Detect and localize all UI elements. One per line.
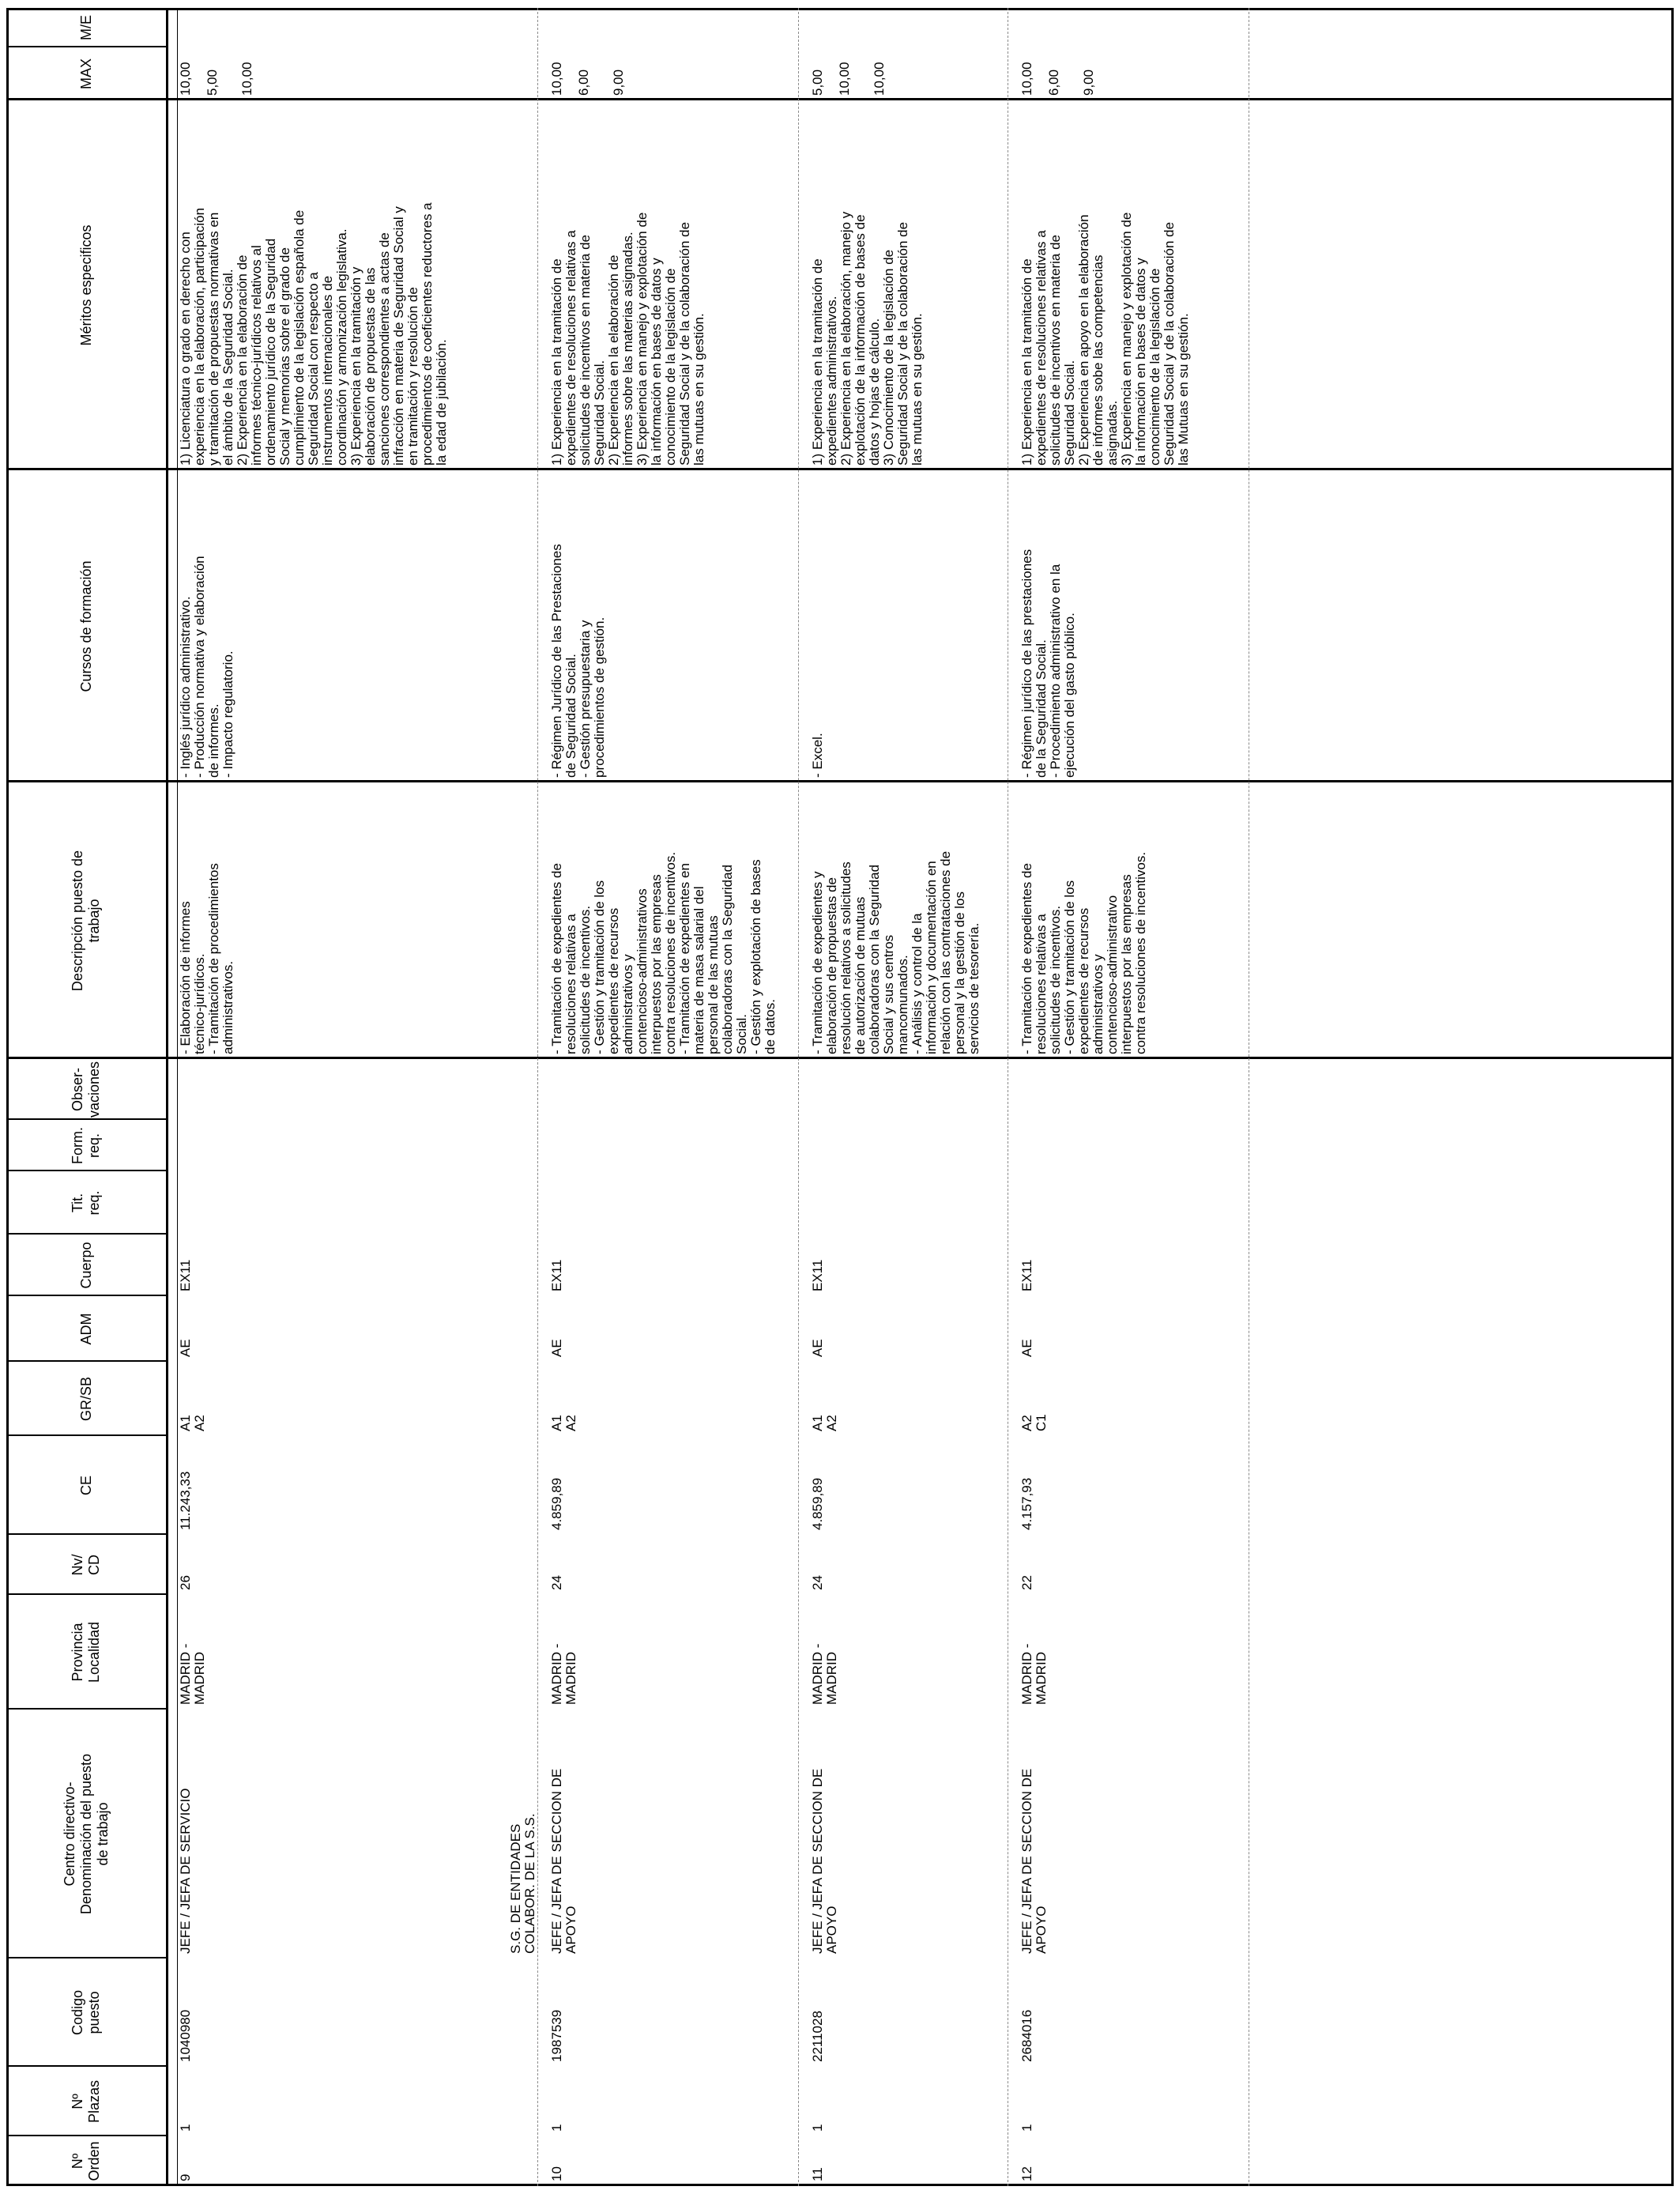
table-border-top (6, 8, 9, 2186)
row-11-codigo: 2211028 (810, 2011, 825, 2062)
row-12-ce: 4.157,93 (1019, 1477, 1034, 1530)
row-11-ce: 4.859,89 (810, 1477, 825, 1530)
header-formacion-label: Form. req. (70, 1127, 102, 1164)
header-observaciones-label: Obser- vaciones (70, 1061, 102, 1118)
row-12-plazas: 1 (1019, 2124, 1034, 2132)
header-grupo (11, 1362, 161, 1436)
row-10-provincia: MADRID - MADRID (549, 1643, 578, 1705)
header-provincia (11, 1595, 161, 1710)
row-10-descripcion: - Tramitación de expedientes de resoluciones relativas a solicitudes de incentivos. - Gestión y tramitación de los expedientes de recursos administrativos y contencioso-administrativos interpuestos por las empresas contra resoluciones de incentivos. - Tramitación de expedientes en materia de masa salarial del personal de las mutuas colaboradoras con la Seguridad Social. - Gestión y explotación de bases de datos. (549, 851, 778, 1054)
row-10-ce: 4.859,89 (549, 1477, 564, 1530)
row-10-adm: AE (549, 1339, 564, 1357)
header-cursos (11, 470, 161, 782)
header-adm-label: ADM (77, 1313, 94, 1345)
header-plazas (11, 2067, 161, 2136)
row-12-max-2: 6,00 (1046, 69, 1061, 96)
table-border-bottom (1671, 8, 1674, 2186)
header-orden-label: Nº Orden (70, 2141, 102, 2181)
header-descripcion-label: Descripción puesto de trabajo (70, 850, 102, 992)
row-12-nivel: 22 (1019, 1575, 1034, 1590)
header-nivel (11, 1535, 161, 1595)
row-10-cuerpo: EX11 (549, 1259, 564, 1291)
table-border-left (6, 2184, 1674, 2186)
row-12-provincia: MADRID - MADRID (1019, 1643, 1049, 1705)
row-11-max-2: 10,00 (837, 62, 852, 96)
header-orden (11, 2136, 161, 2186)
header-meritos (11, 100, 161, 470)
row-10-max-1: 10,00 (549, 62, 564, 96)
header-plazas-label: Nº Plazas (70, 2079, 102, 2124)
row-10-max-2: 6,00 (576, 69, 591, 96)
header-grupo-label: GR/SB (77, 1377, 94, 1422)
row-10-codigo: 1987539 (549, 2009, 564, 2062)
header-nivel-label: Nv/ CD (70, 1554, 102, 1576)
header-centro (11, 1710, 161, 1958)
row-9-meritos: 1) Licenciatura o grado en derecho con experiencia en la elaboración, participación y tramitación de propuestas normativas en el ámbito de la Seguridad Social. 2) Experiencia en la elaboración de informes técnico-jurídicos relativos al ordenamiento jurídico de la Seguridad Social y memorias sobre el grado de cumplimiento de la legislación española de Seguridad Social con respecto a instrumentos internacionales de coordinación y armonización legislativa. 3) Experiencia en la tramitación y elaboración de propuestas de las sanciones correspondientes a actas de infracción en materia de Seguridad Social y en tramitación y resolución de procedimientos de coeficientes reductores a la edad de jubilación. (178, 202, 449, 466)
row-9-nivel: 26 (178, 1575, 193, 1590)
header-formacion (11, 1120, 161, 1171)
row-12-adm: AE (1019, 1339, 1034, 1357)
row-12-cursos: - Régimen jurídico de las prestaciones de la Seguridad Social. - Procedimiento administrativo en la ejecución del gasto público. (1019, 548, 1077, 778)
header-cuerpo (11, 1235, 161, 1296)
row-9-provincia: MADRID - MADRID (178, 1643, 207, 1705)
row-11-nivel: 24 (810, 1575, 825, 1590)
header-adm (11, 1296, 161, 1362)
row-9-centro: JEFE / JEFA DE SERVICIO (178, 1788, 193, 1954)
row-11-cuerpo: EX11 (810, 1259, 825, 1291)
header-descripcion (11, 782, 161, 1059)
row-11-plazas: 1 (810, 2124, 825, 2132)
row-12-orden: 12 (1019, 2166, 1034, 2181)
row-12-descripcion: - Tramitación de expedientes de resoluciones relativas a solicitudes de incentivos. - Gestión y tramitación de los expedientes de recursos administrativos y contencioso-administrativo interpuestos por las empresas contra resoluciones de incentivos. (1019, 851, 1148, 1054)
row-12-max-3: 9,00 (1081, 69, 1096, 96)
row-10-meritos: 1) Experiencia en la tramitación de expedientes de resoluciones relativas a solicitudes de incentivos en materia de Seguridad Social. 2) Experiencia en la elaboración de informes sobre las materias asignadas. 3) Experiencia en manejo y explotación de la información en bases de datos y conocimiento de la legislación de Seguridad Social y de la colaboración de las mutuas en su gestión. (549, 212, 706, 466)
row-9-ce: 11.243,33 (178, 1471, 193, 1530)
header-separator (166, 8, 168, 2186)
row-separator (798, 8, 799, 2186)
header-codigo-label: Codigo puesto (70, 1989, 102, 2036)
row-9-max-3: 10,00 (239, 62, 254, 96)
row-9-codigo: 1040980 (178, 2009, 193, 2062)
row-separator (537, 8, 538, 2186)
header-provincia-label: Provincia Localidad (70, 1621, 102, 1683)
row-10-nivel: 24 (549, 1575, 564, 1590)
row-9-descripcion: - Elaboración de informes técnico-jurídicos. - Tramitación de procedimientos administrativos. (178, 863, 235, 1054)
row-12-centro: JEFE / JEFA DE SECCION DE APOYO (1019, 1768, 1049, 1954)
row-9-plazas: 1 (178, 2124, 193, 2132)
row-12-max-1: 10,00 (1019, 62, 1034, 96)
row-10-max-3: 9,00 (611, 69, 626, 96)
row-10-orden: 10 (549, 2166, 564, 2181)
row-11-adm: AE (810, 1339, 825, 1357)
header-titulacion (11, 1171, 161, 1235)
column-divider-full (6, 469, 1674, 471)
header-max-label: MAX (77, 58, 94, 90)
row-10-unit: S.G. DE ENTIDADES COLABOR. DE LA S.S. (508, 1813, 537, 1954)
row-11-meritos: 1) Experiencia en la tramitación de expedientes administrativos. 2) Experiencia en la elaboración, manejo y explotación de la información de bases de datos y hojas de cálculo. 3) Conocimiento de la legislación de Seguridad Social y de la colaboración de las mutuas en su gestión. (810, 211, 925, 466)
row-9-adm: AE (178, 1339, 193, 1357)
row-10-plazas: 1 (549, 2124, 564, 2132)
row-9-orden: 9 (178, 2173, 193, 2181)
row-9-cursos: - Inglés jurídico administrativo. - Producción normativa y elaboración de informes. - Impacto regulatorio. (178, 556, 235, 778)
row-11-max-3: 10,00 (872, 62, 887, 96)
header-ce-label: CE (77, 1476, 94, 1496)
header-me (11, 8, 161, 47)
row-11-descripcion: - Tramitación de expedientes y elaboración de propuestas de resolución relativos a solicitudes de autorización de mutuas colaboradoras con la Seguridad Social y sus centros mancomunados. - Análisis y control de la información y documentación en relación con las contrataciones de personal y la gestión de los servicios de tesorería. (810, 850, 981, 1054)
row-9-cuerpo: EX11 (178, 1259, 193, 1291)
row-11-cursos: - Excel. (810, 733, 825, 778)
row-10-cursos: - Régimen Jurídico de las Prestaciones de Seguridad Social. - Gestión presupuestaria y procedimientos de gestión. (549, 544, 607, 778)
header-me-label: M/E (77, 15, 94, 41)
row-12-meritos: 1) Experiencia en la tramitación de expedientes de resoluciones relativas a solicitudes de incentivos en materia de Seguridad Social. 2) Experiencia en apoyo en la elaboración de informes sobe las competencias asignadas. 3) Experiencia en manejo y explotación de la información en bases de datos y conocimiento de la legislación de Seguridad Social y de la colaboración de las Mutuas en su gestión. (1019, 212, 1191, 466)
header-max (11, 47, 161, 100)
row-11-max-1: 5,00 (810, 69, 825, 96)
row-10-grupo: A1 A2 (549, 1415, 578, 1431)
column-divider-full (6, 781, 1674, 783)
header-titulacion-label: Tit. req. (70, 1190, 102, 1216)
row-12-grupo: A2 C1 (1019, 1414, 1049, 1431)
row-9-max-1: 10,00 (178, 62, 193, 96)
row-10-centro: JEFE / JEFA DE SECCION DE APOYO (549, 1768, 578, 1954)
header-meritos-label: Méritos especificos (77, 224, 94, 346)
row-9-max-2: 5,00 (205, 69, 220, 96)
header-centro-label: Centro directivo- Denominación del puesto de trabajo (61, 1753, 111, 1915)
row-11-provincia: MADRID - MADRID (810, 1643, 839, 1705)
row-9-grupo: A1 A2 (178, 1415, 207, 1431)
header-observaciones (11, 1059, 161, 1120)
row-11-grupo: A1 A2 (810, 1415, 839, 1431)
row-11-orden: 11 (810, 2167, 825, 2181)
header-ce (11, 1436, 161, 1535)
row-12-cuerpo: EX11 (1019, 1259, 1034, 1291)
row-12-codigo: 2684016 (1019, 2009, 1034, 2062)
column-divider-full (6, 99, 1674, 101)
header-codigo (11, 1958, 161, 2067)
row-11-centro: JEFE / JEFA DE SECCION DE APOYO (810, 1768, 839, 1954)
header-cuerpo-label: Cuerpo (77, 1242, 94, 1289)
header-cursos-label: Cursos de formación (77, 560, 94, 692)
column-divider-full (6, 1057, 1674, 1060)
table-border-right (6, 8, 1674, 10)
